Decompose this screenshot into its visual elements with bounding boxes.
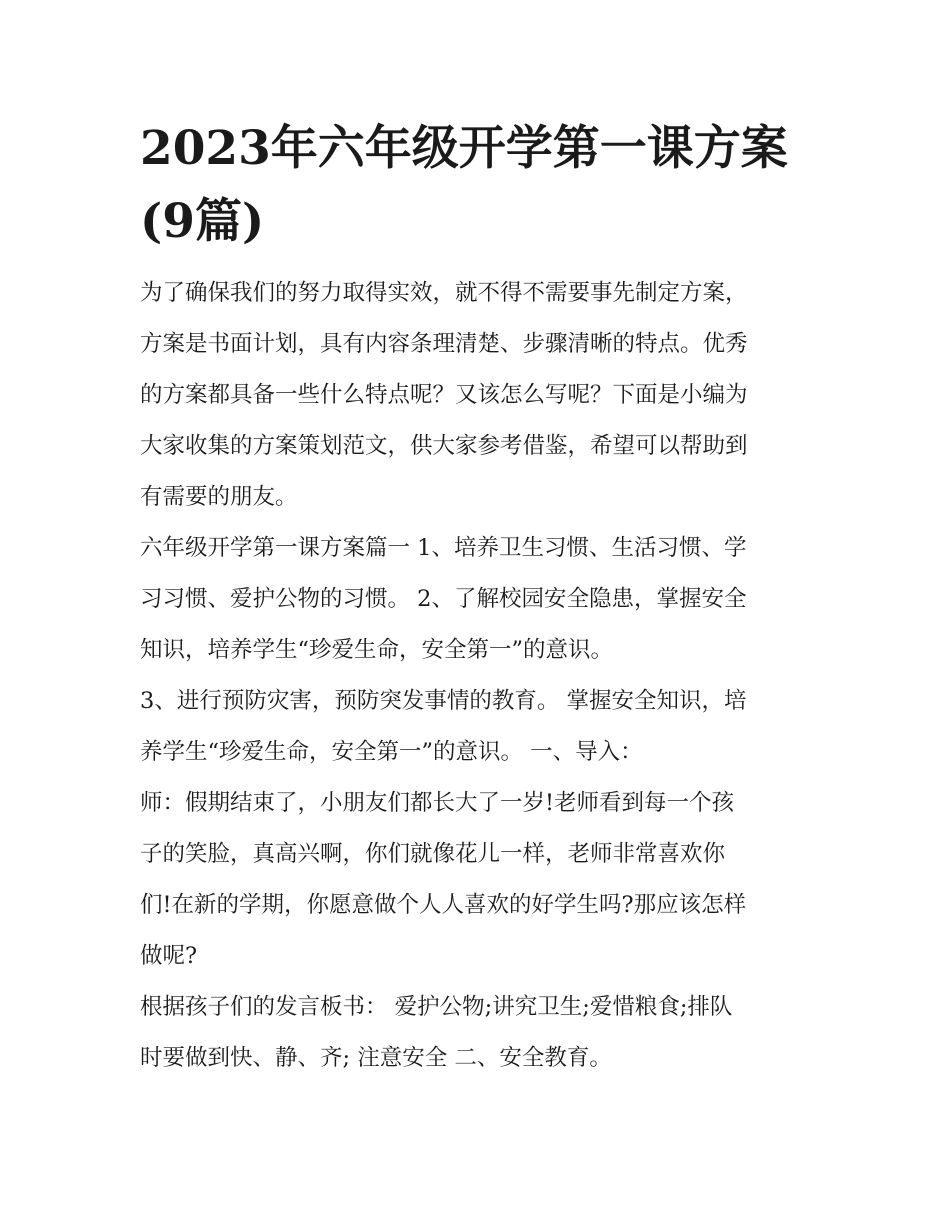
document-title: [140, 112, 812, 258]
text-line: 时要做到快、静、齐; 注意安全 二、安全教育。: [140, 1045, 612, 1071]
text-line: 有需要的朋友。: [140, 484, 298, 510]
text-line: 3、进行预防灾害，预防突发事情的教育。 掌握安全知识，培: [140, 688, 747, 714]
text-line: 根据孩子们的发言板书： 爱护公物;讲究卫生;爱惜粮食;排队: [140, 994, 733, 1020]
goals-paragraph-continued: [140, 676, 812, 778]
intro-paragraph: [140, 268, 812, 523]
goals-paragraph: [140, 523, 812, 676]
text-line: 养学生“珍爱生命，安全第一”的意识。 一、导入：: [140, 739, 643, 765]
teacher-paragraph: [140, 778, 812, 982]
text-line: 子的笑脸，真高兴啊，你们就像花儿一样，老师非常喜欢你: [140, 841, 726, 867]
text-line: 方案是书面计划，具有内容条理清楚、步骤清晰的特点。优秀: [140, 331, 748, 357]
text-line: 的方案都具备一些什么特点呢？又该怎么写呢？下面是小编为: [140, 382, 748, 408]
text-line: 习习惯、爱护公物的习惯。 2、了解校园安全隐患，掌握安全: [140, 586, 747, 612]
blackboard-paragraph: [140, 982, 812, 1084]
title-line: (9篇): [140, 194, 265, 249]
text-line: 大家收集的方案策划范文，供大家参考借鉴，希望可以帮助到: [140, 433, 748, 459]
document-body: [140, 112, 812, 1084]
text-line: 知识，培养学生“珍爱生命，安全第一”的意识。: [140, 637, 614, 663]
text-line: 为了确保我们的努力取得实效，就不得不需要事先制定方案，: [140, 280, 748, 306]
title-line: 2023年六年级开学第一课方案: [140, 121, 788, 176]
text-line: 六年级开学第一课方案篇一 1、培养卫生习惯、生活习惯、学: [140, 535, 747, 561]
text-line: 做呢?: [140, 943, 198, 969]
text-line: 们!在新的学期，你愿意做个人人喜欢的好学生吗?那应该怎样: [140, 892, 747, 918]
text-line: 师：假期结束了，小朋友们都长大了一岁!老师看到每一个孩: [140, 790, 735, 816]
